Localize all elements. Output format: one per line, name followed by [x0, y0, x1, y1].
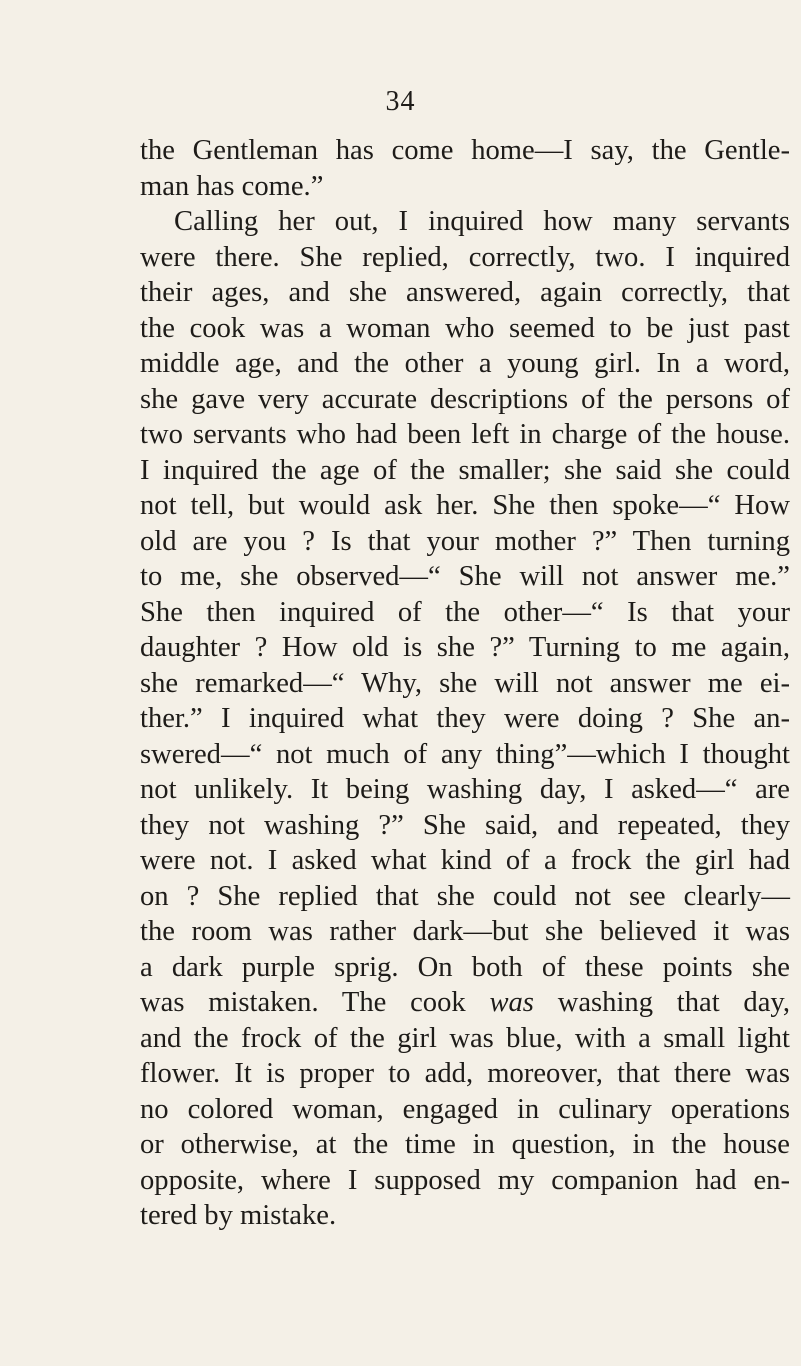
- text-line: not unlikely. It being washing day, I asked—“ are: [140, 774, 790, 805]
- text-line: man has come.”: [140, 170, 324, 202]
- text-line: were there. She replied, correctly, two. I inquired: [140, 241, 790, 273]
- text-line: the room was rather dark—but she believed it was: [140, 916, 790, 947]
- text-line: two servants who had been left in charge of the house.: [140, 419, 790, 450]
- text-line: ther.” I inquired what they were doing ? She an-: [140, 703, 790, 734]
- text-line: or otherwise, at the time in question, in the house: [140, 1129, 790, 1160]
- body-text: [140, 133, 790, 1234]
- text-line: were not. I asked what kind of a frock the girl had: [140, 845, 790, 876]
- text-line: they not washing ?” She said, and repeated, they: [140, 809, 790, 841]
- text-line: on ? She replied that she could not see clearly—: [140, 880, 790, 912]
- text-line: the cook was a woman who seemed to be just past: [140, 312, 790, 344]
- text-line: flower. It is proper to add, moreover, that there was: [140, 1058, 790, 1089]
- text-line: she gave very accurate descriptions of the persons of: [140, 383, 790, 415]
- text-line: opposite, where I supposed my companion had en-: [140, 1164, 790, 1196]
- text-line: to me, she observed—“ She will not answer me.”: [140, 561, 790, 592]
- page-number: 34: [385, 86, 416, 117]
- text-line: no colored woman, engaged in culinary operations: [140, 1093, 790, 1125]
- text-line: swered—“ not much of any thing”—which I thought: [140, 738, 790, 770]
- text-line: daughter ? How old is she ?” Turning to me again,: [140, 632, 790, 663]
- text-line: and the frock of the girl was blue, with a small light: [140, 1022, 790, 1054]
- text-line: Calling her out, I inquired how many servants: [174, 206, 790, 237]
- text-line: I inquired the age of the smaller; she said she could: [140, 454, 790, 486]
- text-line: tered by mistake.: [140, 1200, 337, 1231]
- text-line: she remarked—“ Why, she will not answer me ei-: [140, 667, 790, 699]
- text-line: middle age, and the other a young girl. In a word,: [140, 348, 790, 379]
- text-line: a dark purple sprig. On both of these points she: [140, 951, 790, 983]
- text-line: their ages, and she answered, again correctly, that: [140, 277, 790, 308]
- text-line: She then inquired of the other—“ Is that your: [140, 596, 790, 628]
- emphasis: was: [489, 987, 534, 1018]
- text-line: not tell, but would ask her. She then spoke—“ How: [140, 490, 790, 521]
- text-line: was mistaken. The cook was washing that day,: [140, 987, 790, 1018]
- text-line: old are you ? Is that your mother ?” Then turning: [140, 525, 790, 557]
- text-line: the Gentleman has come home—I say, the Gentle-: [140, 135, 790, 166]
